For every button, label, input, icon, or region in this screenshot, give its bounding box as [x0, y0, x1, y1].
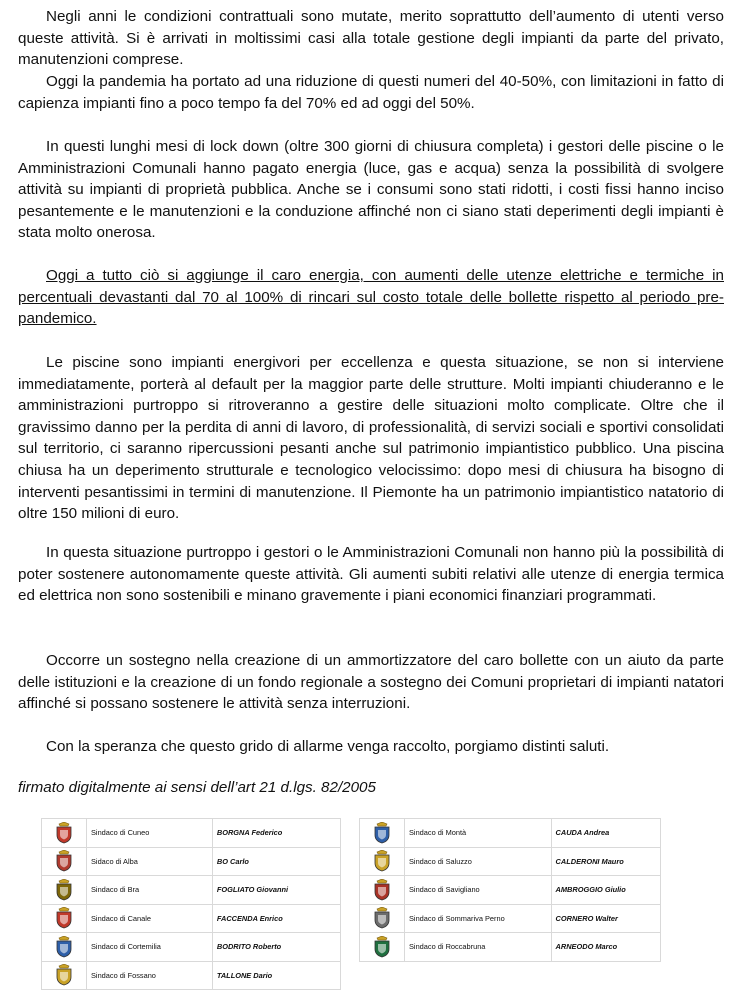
- mayor-office: Sindaco di Fossano: [87, 961, 213, 990]
- mayor-row: [42, 904, 341, 933]
- mayor-name: BODRITO Roberto: [212, 933, 340, 962]
- mayor-crest-cell: [42, 933, 87, 962]
- mayor-name: TALLONE Dario: [212, 961, 340, 990]
- coat-of-arms-icon: [372, 907, 392, 929]
- mayor-crest-cell: [360, 819, 405, 848]
- mayor-name: CORNERO Walter: [551, 904, 660, 933]
- mayor-crest-cell: [360, 847, 405, 876]
- mayor-office: Sindaco di Savigliano: [405, 876, 552, 905]
- mayor-office: Sindaco di Cuneo: [87, 819, 213, 848]
- mayor-name: FOGLIATO Giovanni: [212, 876, 340, 905]
- mayor-crest-cell: [42, 819, 87, 848]
- mayor-office: Sidaco di Alba: [87, 847, 213, 876]
- mayor-office: Sindaco di Saluzzo: [405, 847, 552, 876]
- paragraph-closing: Con la speranza che questo grido di allarme venga raccolto, porgiamo distinti saluti.: [46, 738, 610, 755]
- mayor-name: CAUDA Andrea: [551, 819, 660, 848]
- coat-of-arms-icon: [54, 850, 74, 872]
- mayor-crest-cell: [42, 904, 87, 933]
- paragraph-support-request: Occorre un sostegno nella creazione di un ammortizzatore del caro bollette con un aiuto da parte delle istituzioni e la creazione di un fondo regionale a sostegno dei Comuni proprietari di impianti natatori affinché si possano sostenere le attività senza interruzioni.: [18, 652, 724, 713]
- paragraph-unsustainable: In questa situazione purtroppo i gestori o le Amministrazioni Comunali non hanno più la possibilità di poter sostenere autonomamente queste attività. Gli aumenti subiti relativi alle utenze di energia termica ed elettrica non sono sostenibili e minano gravemente i piani economici finanziari programmati.: [18, 544, 724, 605]
- mayor-name: BORGNA Federico: [212, 819, 340, 848]
- mayor-row: [360, 819, 661, 848]
- mayor-row: [42, 961, 341, 990]
- coat-of-arms-icon: [54, 907, 74, 929]
- paragraph-pandemic-reduction: Oggi la pandemia ha portato ad una riduzione di questi numeri del 40-50%, con limitazioni in fatto di capienza impianti fino a poco tempo fa del 70% ed ad oggi del 50%.: [18, 73, 724, 112]
- mayor-row: [42, 876, 341, 905]
- mayors-table-left: [41, 818, 341, 990]
- mayor-name: BO Carlo: [212, 847, 340, 876]
- mayor-office: Sindaco di Canale: [87, 904, 213, 933]
- mayor-crest-cell: [360, 933, 405, 962]
- digital-signature-note: firmato digitalmente ai sensi dell’art 21 d.lgs. 82/2005: [18, 779, 376, 796]
- coat-of-arms-icon: [372, 879, 392, 901]
- mayor-name: FACCENDA Enrico: [212, 904, 340, 933]
- paragraph-pools-energy: Le piscine sono impianti energivori per eccellenza e questa situazione, se non si interviene immediatamente, porterà al default per la maggior parte delle strutture. Molti impianti chiuderanno e le amministrazioni purtroppo si ritroveranno a gestire delle situazioni molto complicate. Oltre che il gravissimo danno per la perdita di anni di lavoro, di professionalità, di servizi sociali e sportivi consolidati sul territorio, ci saranno ripercussioni pesanti anche sul patrimonio impiantistico pubblico. Una piscina chiusa ha un deperimento strutturale e tecnologico velocissimo: dopo mesi di chiusura ha bisogno di interventi pesantissimi in termini di manutenzione. Il Piemonte ha un patrimonio impiantistico natatorio di oltre 150 milioni di euro.: [18, 354, 724, 523]
- paragraph-lockdown-costs: In questi lunghi mesi di lock down (oltre 300 giorni di chiusura completa) i gestori delle piscine o le Amministrazioni Comunali hanno pagato energia (luce, gas e acqua) senza la possibilità di svolgere attività su impianti di proprietà pubblica. Anche se i consumi sono stati ridotti, i costi fissi hanno inciso pesantemente e le manutenzioni e la conduzione affinché non ci siano stati deperimenti degli impianti è stata molto onerosa.: [18, 138, 724, 242]
- mayors-table-right: [359, 818, 661, 962]
- mayor-office: Sindaco di Bra: [87, 876, 213, 905]
- mayor-row: [42, 847, 341, 876]
- mayor-office: Sindaco di Sommariva Perno: [405, 904, 552, 933]
- coat-of-arms-icon: [54, 964, 74, 986]
- paragraph-contract-conditions: Negli anni le condizioni contrattuali sono mutate, merito soprattutto dell’aumento di utenti verso queste attività. Si è arrivati in moltissimi casi alla totale gestione degli impianti da parte del privato, manutenzioni comprese.: [18, 8, 724, 69]
- coat-of-arms-icon: [54, 822, 74, 844]
- mayor-row: [42, 933, 341, 962]
- mayor-office: Sindaco di Cortemilia: [87, 933, 213, 962]
- paragraph-energy-increase: Oggi a tutto ciò si aggiunge il caro energia, con aumenti delle utenze elettriche e termiche in percentuali devastanti dal 70 al 100% di rincari sul costo totale delle bollette rispetto al periodo pre- pandemico.: [18, 267, 724, 328]
- mayor-crest-cell: [42, 876, 87, 905]
- mayor-crest-cell: [360, 876, 405, 905]
- mayor-crest-cell: [42, 847, 87, 876]
- mayor-name: AMBROGGIO Giulio: [551, 876, 660, 905]
- coat-of-arms-icon: [54, 936, 74, 958]
- mayor-row: [360, 904, 661, 933]
- mayor-office: Sindaco di Montà: [405, 819, 552, 848]
- coat-of-arms-icon: [54, 879, 74, 901]
- mayor-row: [42, 819, 341, 848]
- mayor-name: ARNEODO Marco: [551, 933, 660, 962]
- coat-of-arms-icon: [372, 936, 392, 958]
- mayor-crest-cell: [360, 904, 405, 933]
- coat-of-arms-icon: [372, 850, 392, 872]
- mayor-name: CALDERONI Mauro: [551, 847, 660, 876]
- mayor-row: [360, 876, 661, 905]
- mayor-row: [360, 847, 661, 876]
- coat-of-arms-icon: [372, 822, 392, 844]
- mayor-office: Sindaco di Roccabruna: [405, 933, 552, 962]
- mayor-crest-cell: [42, 961, 87, 990]
- mayor-row: [360, 933, 661, 962]
